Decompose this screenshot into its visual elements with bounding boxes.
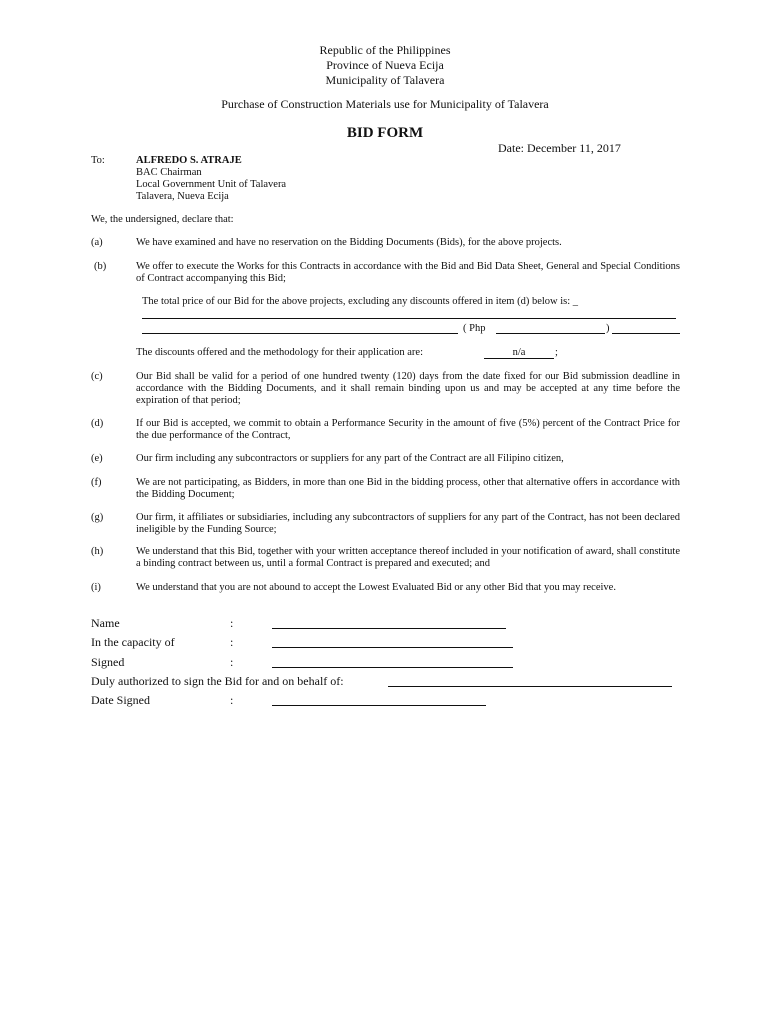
authorized-label: Duly authorized to sign the Bid for and on behalf of: — [91, 674, 344, 688]
discount-semicolon: ; — [555, 347, 558, 358]
item-f-text: We are not participating, as Bidders, in more than one Bid in the bidding process, other that alternative offers in accordance with the Bidding Document; — [136, 477, 680, 500]
form-title: BID FORM — [346, 125, 424, 141]
date-signed-colon: : — [230, 693, 234, 707]
item-h-text: We understand that this Bid, together with your written acceptance thereof included in your notification of award, shall constitute a binding contract between us, until a formal Contract is prepared and executed; and — [136, 546, 680, 569]
date-signed-field[interactable] — [272, 705, 486, 706]
discount-value: n/a — [484, 347, 554, 359]
name-field[interactable] — [272, 628, 506, 629]
intro-text: We, the undersigned, declare that: — [91, 214, 234, 225]
signed-colon: : — [230, 655, 234, 669]
authorized-field[interactable] — [388, 686, 672, 687]
header-municipality: Municipality of Talavera — [325, 73, 445, 87]
item-i-text: We understand that you are not abound to accept the Lowest Evaluated Bid or any other Bid that you may receive. — [136, 582, 616, 593]
item-label: (f) — [91, 477, 102, 488]
header-purpose: Purchase of Construction Materials use for Municipality of Talavera — [221, 97, 549, 111]
item-label: (b) — [94, 261, 107, 272]
total-price-line-2 — [142, 333, 458, 334]
item-label: (e) — [91, 453, 103, 464]
item-label: (d) — [91, 418, 104, 429]
php-label: ( Php — [463, 323, 486, 334]
addressee-office: Local Government Unit of Talavera — [136, 179, 287, 190]
item-label: (a) — [91, 237, 103, 248]
to-label: To: — [91, 155, 105, 166]
total-price-line-1 — [142, 318, 676, 319]
item-b-text: We offer to execute the Works for this Contracts in accordance with the Bid and Bid Data Sheet, General and Special Conditions of Contract accompanying this Bid; — [136, 261, 680, 284]
item-label: (c) — [91, 371, 103, 382]
name-label: Name — [91, 616, 120, 630]
item-e-text: Our firm including any subcontractors or suppliers for any part of the Contract are all Filipino citizen, — [136, 453, 564, 464]
addressee-name: ALFREDO S. ATRAJE — [136, 155, 242, 166]
form-date: Date: December 11, 2017 — [498, 141, 621, 155]
name-colon: : — [230, 616, 234, 630]
php-amount-line — [496, 333, 605, 334]
signed-label: Signed — [91, 655, 125, 669]
capacity-field[interactable] — [272, 647, 513, 648]
item-label: (h) — [91, 546, 104, 557]
addressee-title: BAC Chairman — [136, 167, 202, 178]
item-c-text: Our Bid shall be valid for a period of one hundred twenty (120) days from the date fixed for our Bid submission deadline in accordance with the Bidding Documents, and it shall remain binding upon us and may be accepted at any time before the expiration of that period; — [136, 371, 680, 406]
item-label: (g) — [91, 512, 104, 523]
total-price-text: The total price of our Bid for the above projects, excluding any discounts offered in item (d) below is: _ — [142, 296, 579, 307]
addressee-address: Talavera, Nueva Ecija — [136, 191, 229, 202]
date-signed-label: Date Signed — [91, 693, 150, 707]
signed-field[interactable] — [272, 667, 513, 668]
php-close-paren: ) — [606, 323, 610, 334]
item-label: (i) — [91, 582, 101, 593]
header-province: Province of Nueva Ecija — [326, 58, 444, 72]
php-trailing-line — [612, 333, 680, 334]
item-a-text: We have examined and have no reservation on the Bidding Documents (Bids), for the above projects. — [136, 237, 562, 248]
item-d-text: If our Bid is accepted, we commit to obtain a Performance Security in the amount of five (5%) percent of the Contract Price for the due performance of the Contract, — [136, 418, 680, 441]
header-republic: Republic of the Philippines — [319, 43, 451, 57]
discounts-text: The discounts offered and the methodology for their application are: — [136, 347, 424, 358]
item-g-text: Our firm, it affiliates or subsidiaries, including any subcontractors of suppliers for any part of the Contract, has not been declared ineligible by the Funding Source; — [136, 512, 680, 535]
capacity-colon: : — [230, 635, 234, 649]
capacity-label: In the capacity of — [91, 635, 175, 649]
